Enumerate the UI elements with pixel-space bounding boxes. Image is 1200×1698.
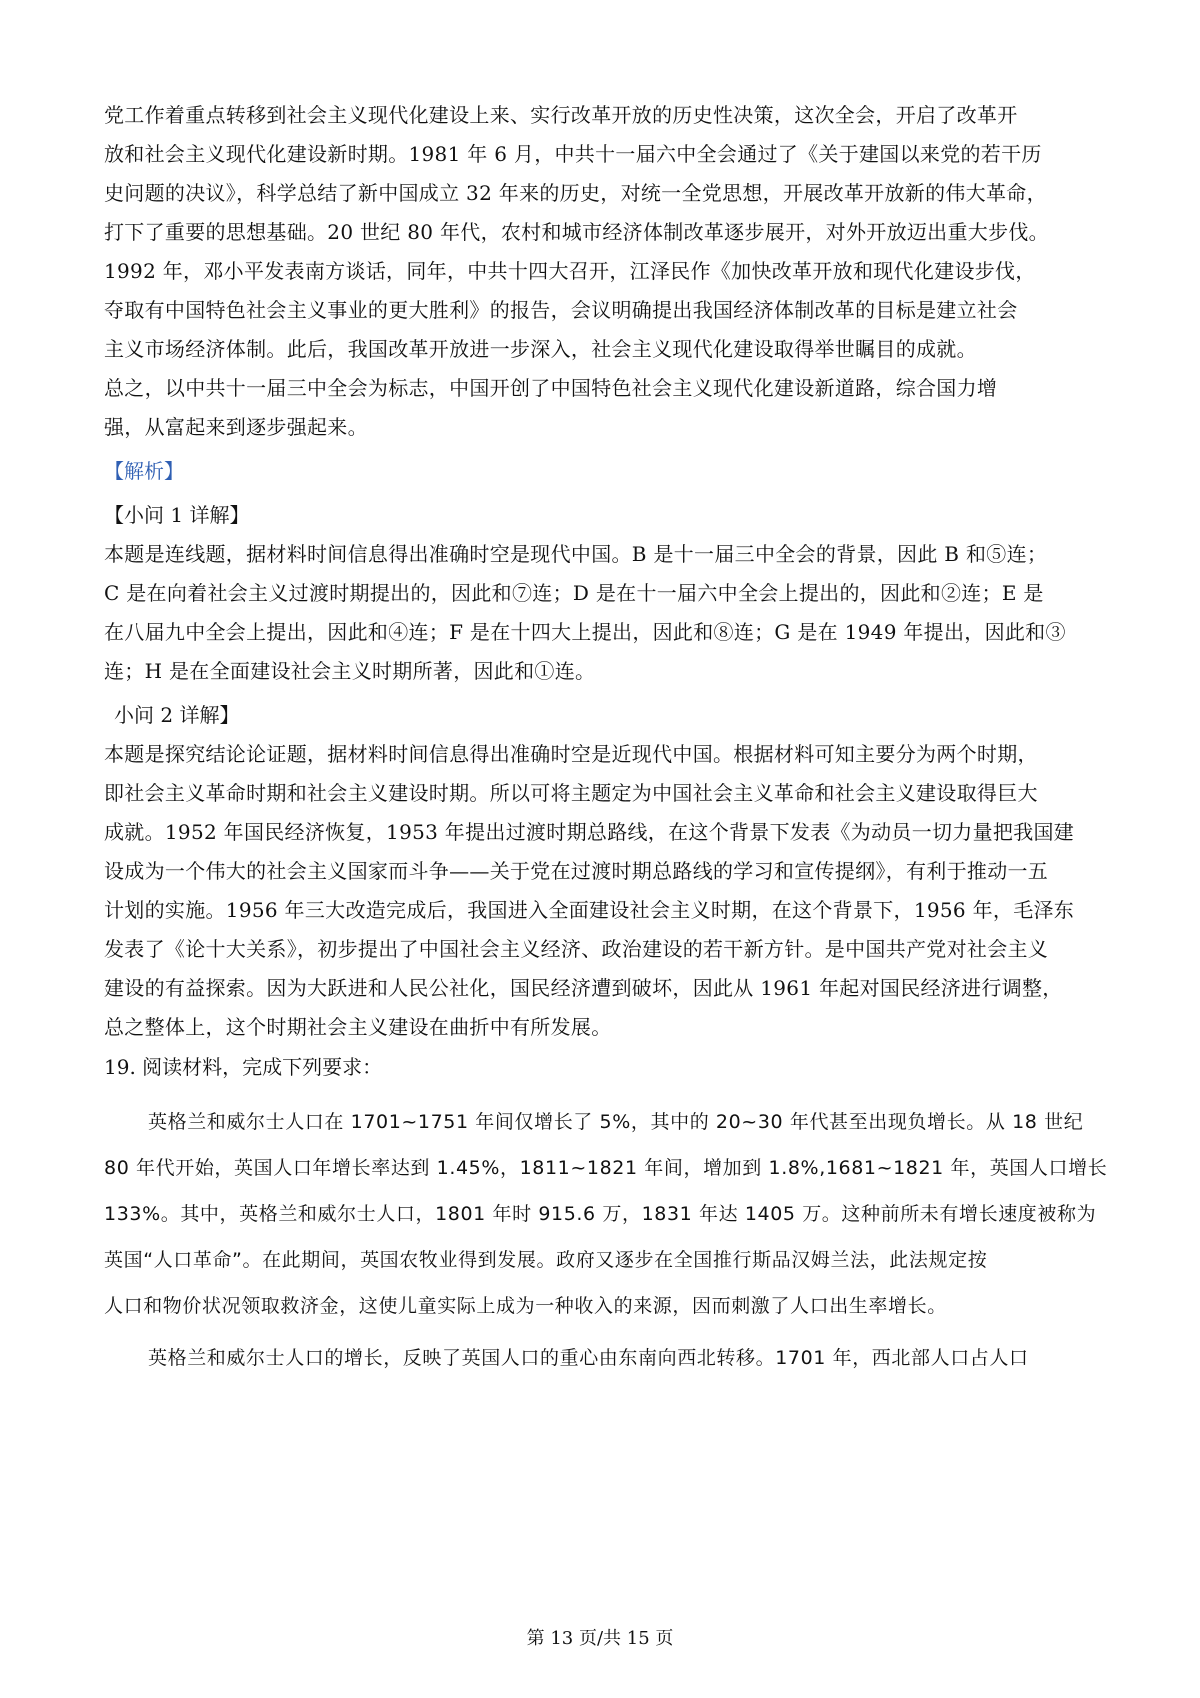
text-line: 本题是连线题，据材料时间信息得出准确时空是现代中国。B 是十一届三中全会的背景，因此 B 和⑤连；	[104, 542, 1048, 566]
text-line: 发表了《论十大关系》，初步提出了中国社会主义经济、政治建设的若干新方针。是中国共产党对社会主义	[104, 937, 1049, 961]
material-line: 人口和物价状况领取救济金，这使儿童实际上成为一种收入的来源，因而刺激了人口出生率增长。	[104, 1295, 947, 1317]
material-line: 133%。其中，英格兰和威尔士人口，1801 年时 915.6 万，1831 年达 1405 万。这种前所未有增长速度被称为	[104, 1203, 1097, 1225]
question-19-material	[104, 1099, 1108, 1381]
material-line: 英国“人口革命”。在此期间，英国农牧业得到发展。政府又逐步在全国推行斯品汉姆兰法，此法规定按	[104, 1249, 988, 1271]
text-line: 本题是探究结论论证题，据材料时间信息得出准确时空是近现代中国。根据材料可知主要分为两个时期，	[104, 742, 1038, 766]
material-line: 英格兰和威尔士人口的增长，反映了英国人口的重心由东南向西北转移。1701 年，西北部人口占人口	[148, 1347, 1029, 1369]
text-line: 打下了重要的思想基础。20 世纪 80 年代，农村和城市经济体制改革逐步展开，对外开放迈出重大步伐。	[104, 220, 1049, 244]
text-line: 主义市场经济体制。此后，我国改革开放进一步深入，社会主义现代化建设取得举世瞩目的成就。	[104, 337, 977, 361]
text-line: 即社会主义革命时期和社会主义建设时期。所以可将主题定为中国社会主义革命和社会主义建设取得巨大	[104, 781, 1038, 805]
text-line: 总之，以中共十一届三中全会为标志，中国开创了中国特色社会主义现代化建设新道路，综合国力增	[104, 376, 998, 400]
material-line: 英格兰和威尔士人口在 1701~1751 年间仅增长了 5%，其中的 20~30 年代甚至出现负增长。从 18 世纪	[148, 1111, 1084, 1133]
analysis-tag: 【解析】	[104, 459, 184, 483]
question-19-title: 19. 阅读材料，完成下列要求：	[104, 1055, 383, 1079]
text-line: 党工作着重点转移到社会主义现代化建设上来、实行改革开放的历史性决策，这次全会，开启了改革开	[104, 103, 1018, 127]
material-line: 80 年代开始，英国人口年增长率达到 1.45%，1811~1821 年间，增加到 1.8%,1681~1821 年，英国人口增长	[104, 1157, 1108, 1179]
text-line: 在八届九中全会上提出，因此和④连；F 是在十四大上提出，因此和⑧连；G 是在 1949 年提出，因此和③	[104, 620, 1066, 644]
page-content	[104, 96, 1108, 1381]
text-line: 设成为一个伟大的社会主义国家而斗争——关于党在过渡时期总路线的学习和宣传提纲》，有利于推动一五	[104, 859, 1049, 883]
sub-question-1-tag: 【小问 1 详解】	[104, 503, 250, 527]
sub-question-2-tag: 小问 2 详解】	[114, 703, 240, 727]
text-line: 总之整体上，这个时期社会主义建设在曲折中有所发展。	[104, 1015, 612, 1039]
sub-question-1-answer	[104, 535, 1104, 691]
text-line: 强，从富起来到逐步强起来。	[104, 415, 368, 439]
text-line: 计划的实施。1956 年三大改造完成后，我国进入全面建设社会主义时期，在这个背景下，1956 年，毛泽东	[104, 898, 1075, 922]
page-footer: 第 13 页/共 15 页	[526, 1628, 674, 1649]
text-line: 放和社会主义现代化建设新时期。1981 年 6 月，中共十一届六中全会通过了《关于建国以来党的若干历	[104, 142, 1042, 166]
intro-paragraph	[104, 96, 1104, 447]
text-line: 史问题的决议》，科学总结了新中国成立 32 年来的历史，对统一全党思想，开展改革开放新的伟大革命，	[104, 181, 1047, 205]
text-line: 1992 年，邓小平发表南方谈话，同年，中共十四大召开，江泽民作《加快改革开放和现代化建设步伐，	[104, 259, 1036, 283]
sub-question-2-answer	[104, 735, 1104, 1047]
text-line: 连；H 是在全面建设社会主义时期所著，因此和①连。	[104, 659, 596, 683]
text-line: 夺取有中国特色社会主义事业的更大胜利》的报告，会议明确提出我国经济体制改革的目标是建立社会	[104, 298, 1018, 322]
text-line: 建设的有益探索。因为大跃进和人民公社化，国民经济遭到破坏，因此从 1961 年起对国民经济进行调整，	[104, 976, 1063, 1000]
text-line: C 是在向着社会主义过渡时期提出的，因此和⑦连；D 是在十一届六中全会上提出的，因此和②连；E 是	[104, 581, 1044, 605]
text-line: 成就。1952 年国民经济恢复，1953 年提出过渡时期总路线，在这个背景下发表《为动员一切力量把我国建	[104, 820, 1075, 844]
